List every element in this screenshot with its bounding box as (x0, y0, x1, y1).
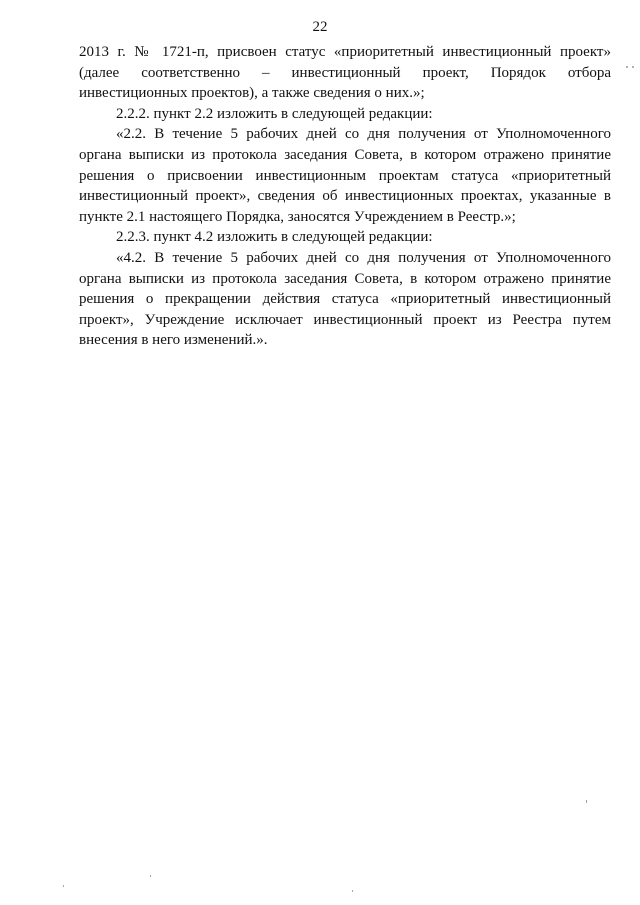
scan-speck (150, 875, 151, 877)
document-body (79, 42, 611, 351)
amendment-item-2-2-3: 2.2.3. пункт 4.2 изложить в следующей редакции: (116, 229, 433, 246)
scan-speck (586, 800, 587, 803)
continuation-paragraph-end: инвестиционных проектов), а также сведения о них.»; (79, 85, 425, 102)
quoted-clause-4-2: «4.2. В течение 5 рабочих дней со дня получения от Уполномоченного органа выписки из протокола заседания Совета, в котором отражено принятие решения о прекращении действия статуса «приоритетный инвестиционный проект», Учреждение исключает инвестиционный проект из Реестра путем внесения в него изменений.». (79, 249, 611, 349)
quoted-clause-2-2: «2.2. В течение 5 рабочих дней со дня получения от Уполномоченного органа выписки из протокола заседания Совета, в котором отражено принятие решения о присвоении инвестиционным проектам статуса «приоритетный инвестиционный проект», сведения об инвестиционных проектах, указанные в пункте 2.1 настоящего Порядка, заносятся Учреждением в Реестр.»; (79, 126, 611, 225)
page-number: 22 (312, 19, 328, 35)
scan-speck (626, 66, 628, 68)
scan-speck (352, 890, 353, 892)
scan-speck (63, 885, 64, 887)
amendment-item-2-2-2: 2.2.2. пункт 2.2 изложить в следующей редакции: (116, 105, 433, 122)
scan-speck (632, 66, 634, 68)
continuation-paragraph: 2013 г. № 1721-п, присвоен статус «приоритетный инвестиционный проект» (далее соответственно – инвестиционный проект, Порядок отбора (79, 44, 611, 81)
